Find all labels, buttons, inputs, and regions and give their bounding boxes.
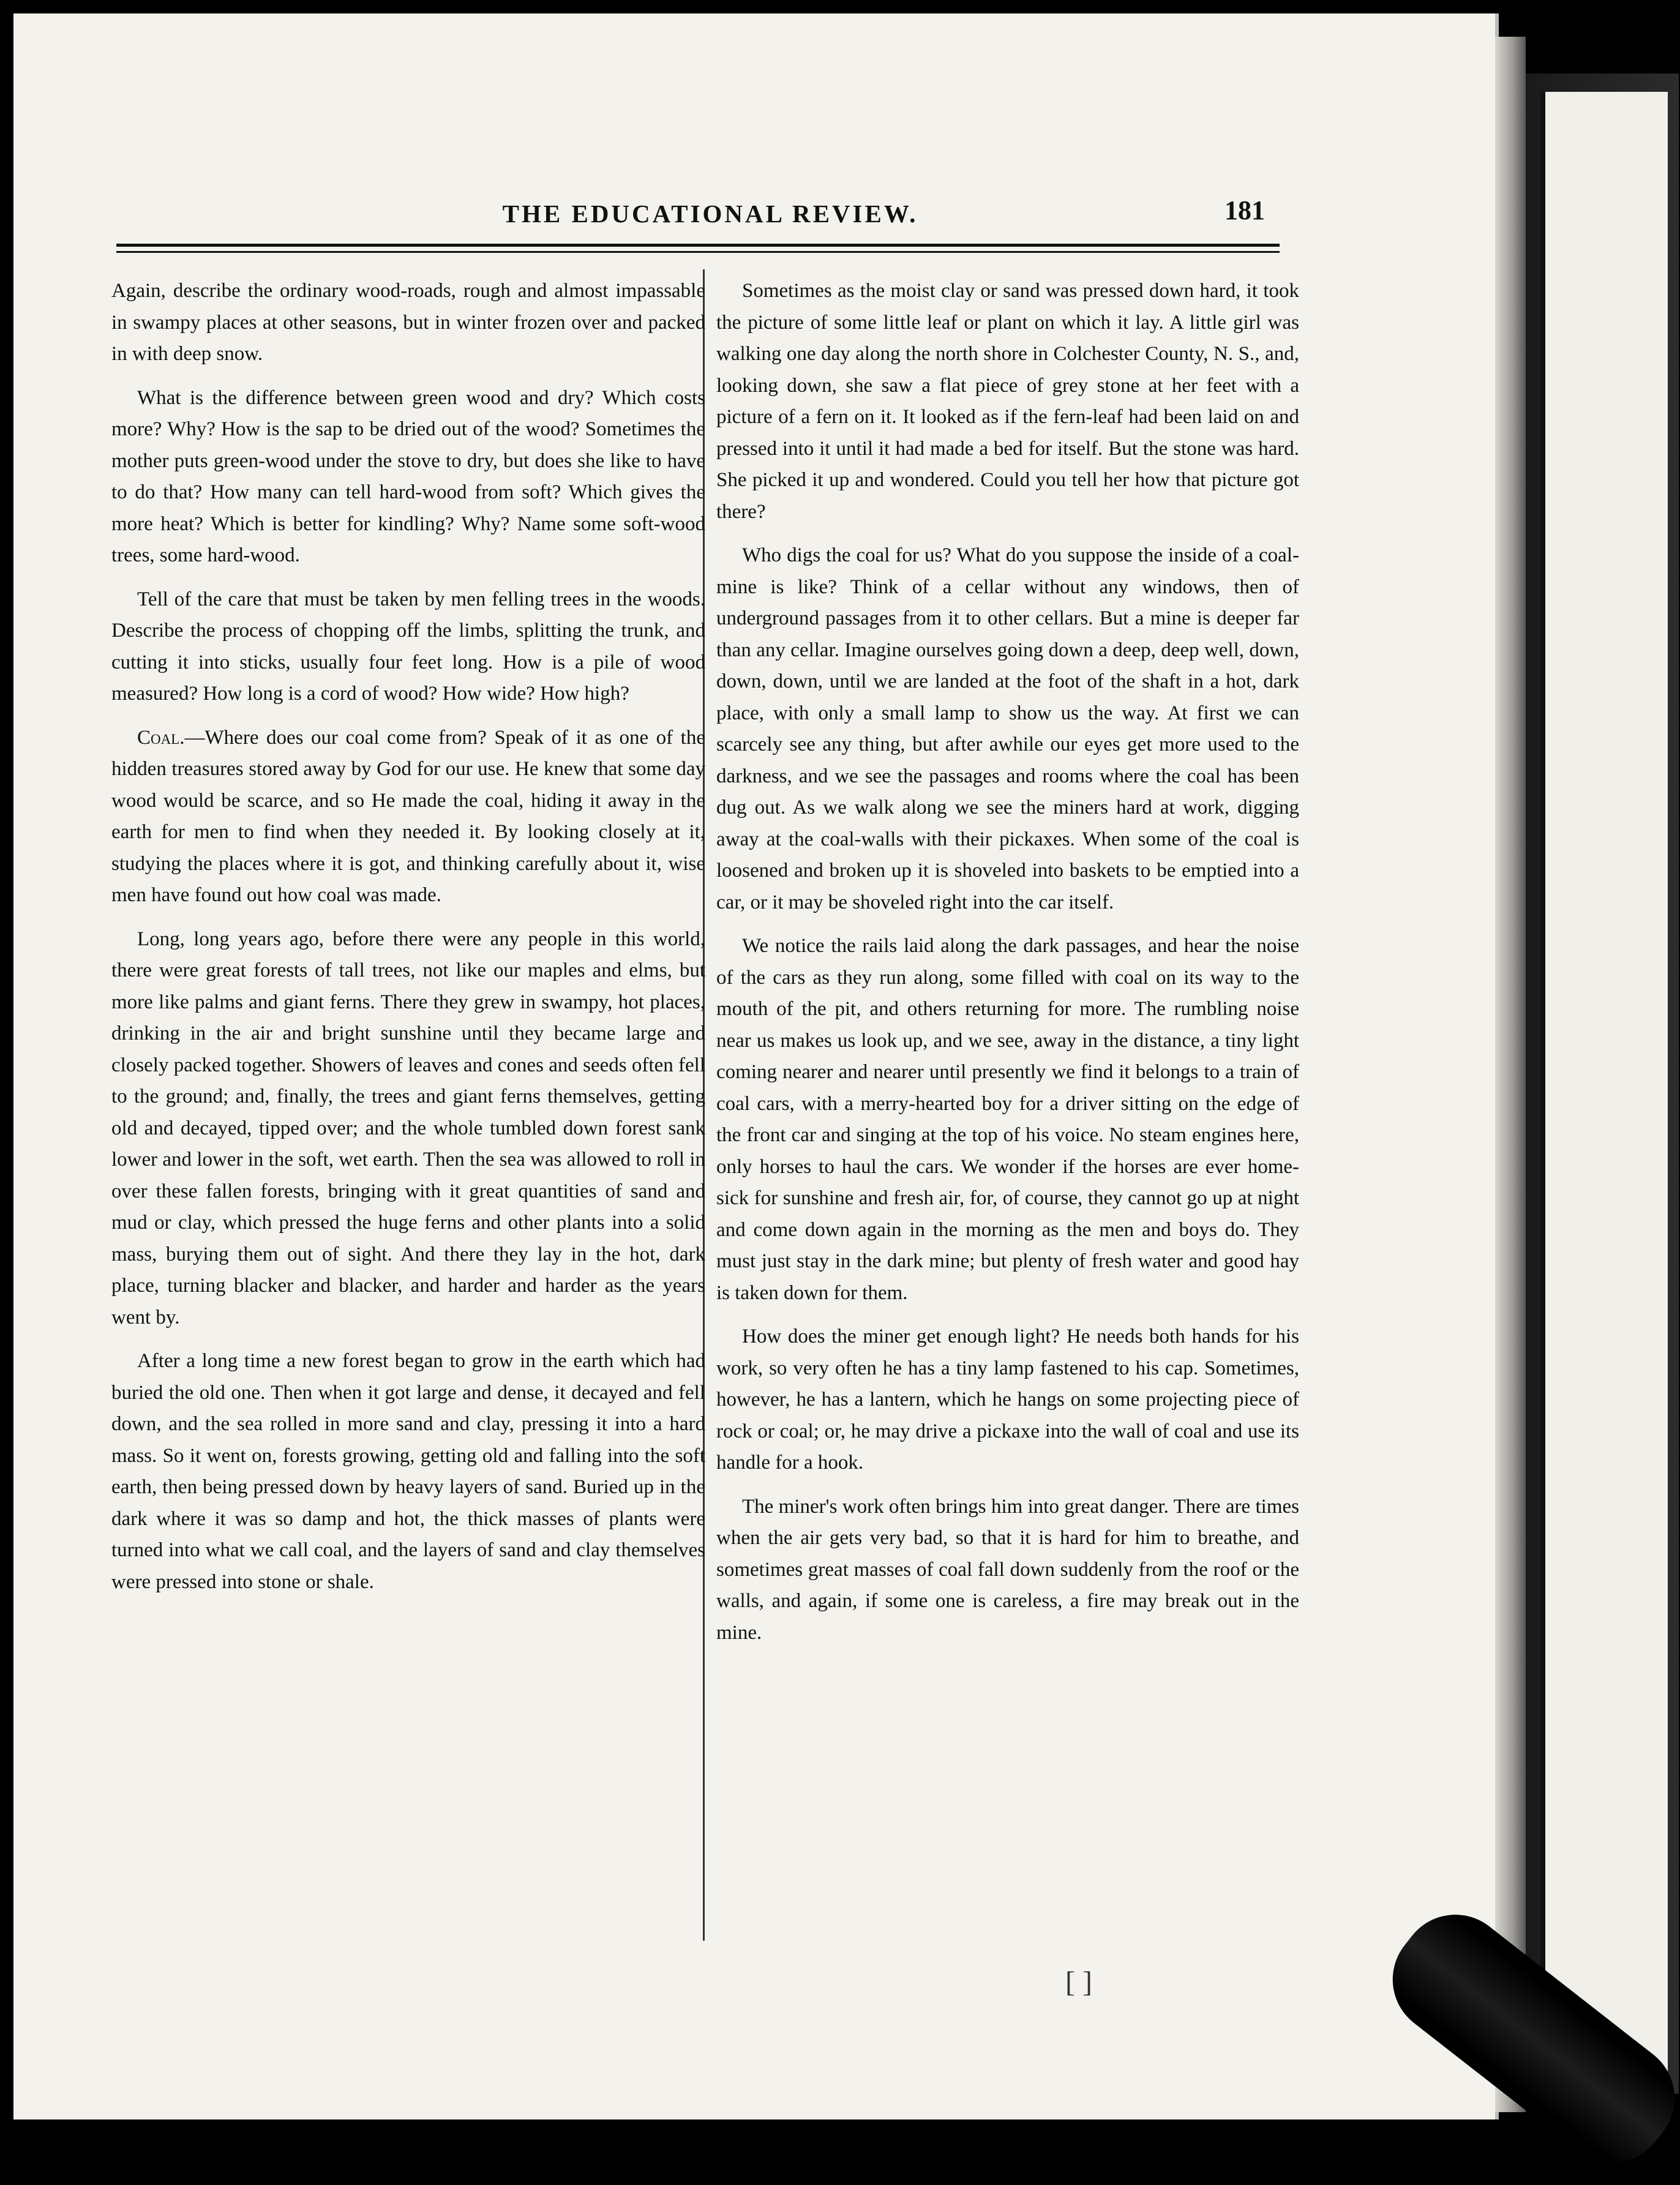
paragraph: The miner's work often brings him into great danger. There are times when the air gets very bad, so that it is hard for him to breathe, and sometimes great masses of coal fall down suddenly from the roof or the walls, and again, if some one is careless, a fire may break out in the mine. [716,1495,1299,1644]
running-head: THE EDUCATIONAL REVIEW. [502,200,918,228]
paragraph: Sometimes as the moist clay or sand was pressed down hard, it took the picture of some little leaf or plant on which it lay. A little girl was walking one day along the north shore in Colchester County, N. S., and, looking down, she saw a flat piece of grey stone at her feet with a picture of a fern on it. It looked as if the fern-leaf had been laid on and pressed into it until it had made a bed for itself. But the stone was hard. She picked it up and wondered. Could you tell her how that picture got there? [716,280,1299,523]
paragraph: After a long time a new forest began to grow in the earth which had buried the old one. Then when it got large and dense, it decayed and fell down, and the sea rolled in more sand and clay, pressing it into a hard mass. So it went on, forests growing, getting old and falling into the soft earth, then being pressed down by heavy layers of sand. Buried up in the dark where it was so damp and hot, the thick masses of plants were turned into what we call coal, and the layers of sand and clay themselves were pressed into stone or shale. [111,1350,705,1593]
paragraph: What is the difference between green wood and dry? Which costs more? Why? How is the sap to be dried out of the wood? Sometimes the mother puts green-wood under the stove to dry, but does she like to have to do that? How many can tell hard-wood from soft? Which gives the more heat? Which is better for kindling? Why? Name some soft-wood trees, some hard-wood. [111,386,705,566]
paragraph-coal [111,722,705,912]
next-page-edge [1540,92,1668,2082]
paragraph: Long, long years ago, before there were any people in this world, there were great forests of tall trees, not like our maples and elms, but more like palms and giant ferns. There they grew in swampy, hot places, drinking in the air and bright sunshine until they became large and closely packed together. Showers of leaves and cones and seeds often fell to the ground; and, finally, the trees and giant ferns themselves, getting old and decayed, tipped over; and the whole tumbled down forest sank lower and lower in the soft, wet earth. Then the sea was allowed to roll in over these fallen forests, bringing with it great quantities of sand and mud or clay, which pressed the huge ferns and other plants into a solid mass, burying them out of sight. And there they lay in the hot, dark place, turning blacker and blacker, and harder and harder as the years went by. [111,928,705,1329]
paragraph-text: Where does our coal come from? Speak of it as one of the hidden treasures stored away by God for our use. He knew that some day wood would be scarce, and so He made the coal, hiding it away in the earth for men to find when they needed it. By looking closely at it, studying the places where it is got, and thinking carefully about it, wise men have found out how coal was made. [111,726,705,906]
paragraph: Tell of the care that must be taken by men felling trees in the woods. Describe the process of chopping off the limbs, splitting the trunk, and cutting it into sticks, usually four feet long. How is a pile of wood measured? How long is a cord of wood? How wide? How high? [111,588,705,705]
footer-mark: [ ] [1065,1966,1092,1998]
paragraph: Who digs the coal for us? What do you suppose the inside of a coal-mine is like? Think of a cellar without any windows, then of underground passages from it to other cellars. But a mine is deeper far than any cellar. Imagine ourselves going down a deep, deep well, down, down, down, until we are landed at the foot of the shaft in a hot, dark place, with only a small lamp to show us the way. At first we can scarcely see any thing, but after awhile our eyes get more used to the darkness, and we see the passages and rooms where the coal has been dug out. As we walk along we see the miners hard at work, digging away at the coal-walls with their pickaxes. When some of the coal is loosened and broken up it is shoveled into baskets to be emptied into a car, or it may be shoveled right into the car itself. [716,544,1299,913]
right-column [716,275,1299,1661]
left-column [111,275,705,1610]
paragraph: We notice the rails laid along the dark passages, and hear the noise of the cars as they run along, some filled with coal on its way to the mouth of the pit, and others returning for more. The rumbling noise near us makes us look up, and we see, away in the distance, a tiny light coming nearer and nearer until presently we find it belongs to a train of coal cars, with a merry-hearted boy for a driver sitting on the edge of the front car and singing at the top of his voice. No steam engines here, only horses to haul the cars. We wonder if the horses are ever home-sick for sunshine and fresh air, for, of course, they cannot go up at night and come down again in the morning as the men and boys do. They must just stay in the dark mine; but plenty of fresh water and good hay is taken down for them. [716,935,1299,1304]
section-heading-coal: Coal.— [137,726,205,749]
paragraph: Again, describe the ordinary wood-roads, rough and almost impassable in swampy places at other seasons, but in winter frozen over and packed in with deep snow. [111,280,705,365]
header-rule-thick [116,244,1280,247]
page-number: 181 [1224,195,1265,225]
header-rule-thin [116,251,1280,253]
paragraph: How does the miner get enough light? He needs both hands for his work, so very often he has a tiny lamp fastened to his cap. Sometimes, however, he has a lantern, which he hangs on some projecting piece of rock or coal; or, he may drive a pickaxe into the wall of coal and use its handle for a hook. [716,1325,1299,1474]
page-edge [1495,37,1526,2112]
